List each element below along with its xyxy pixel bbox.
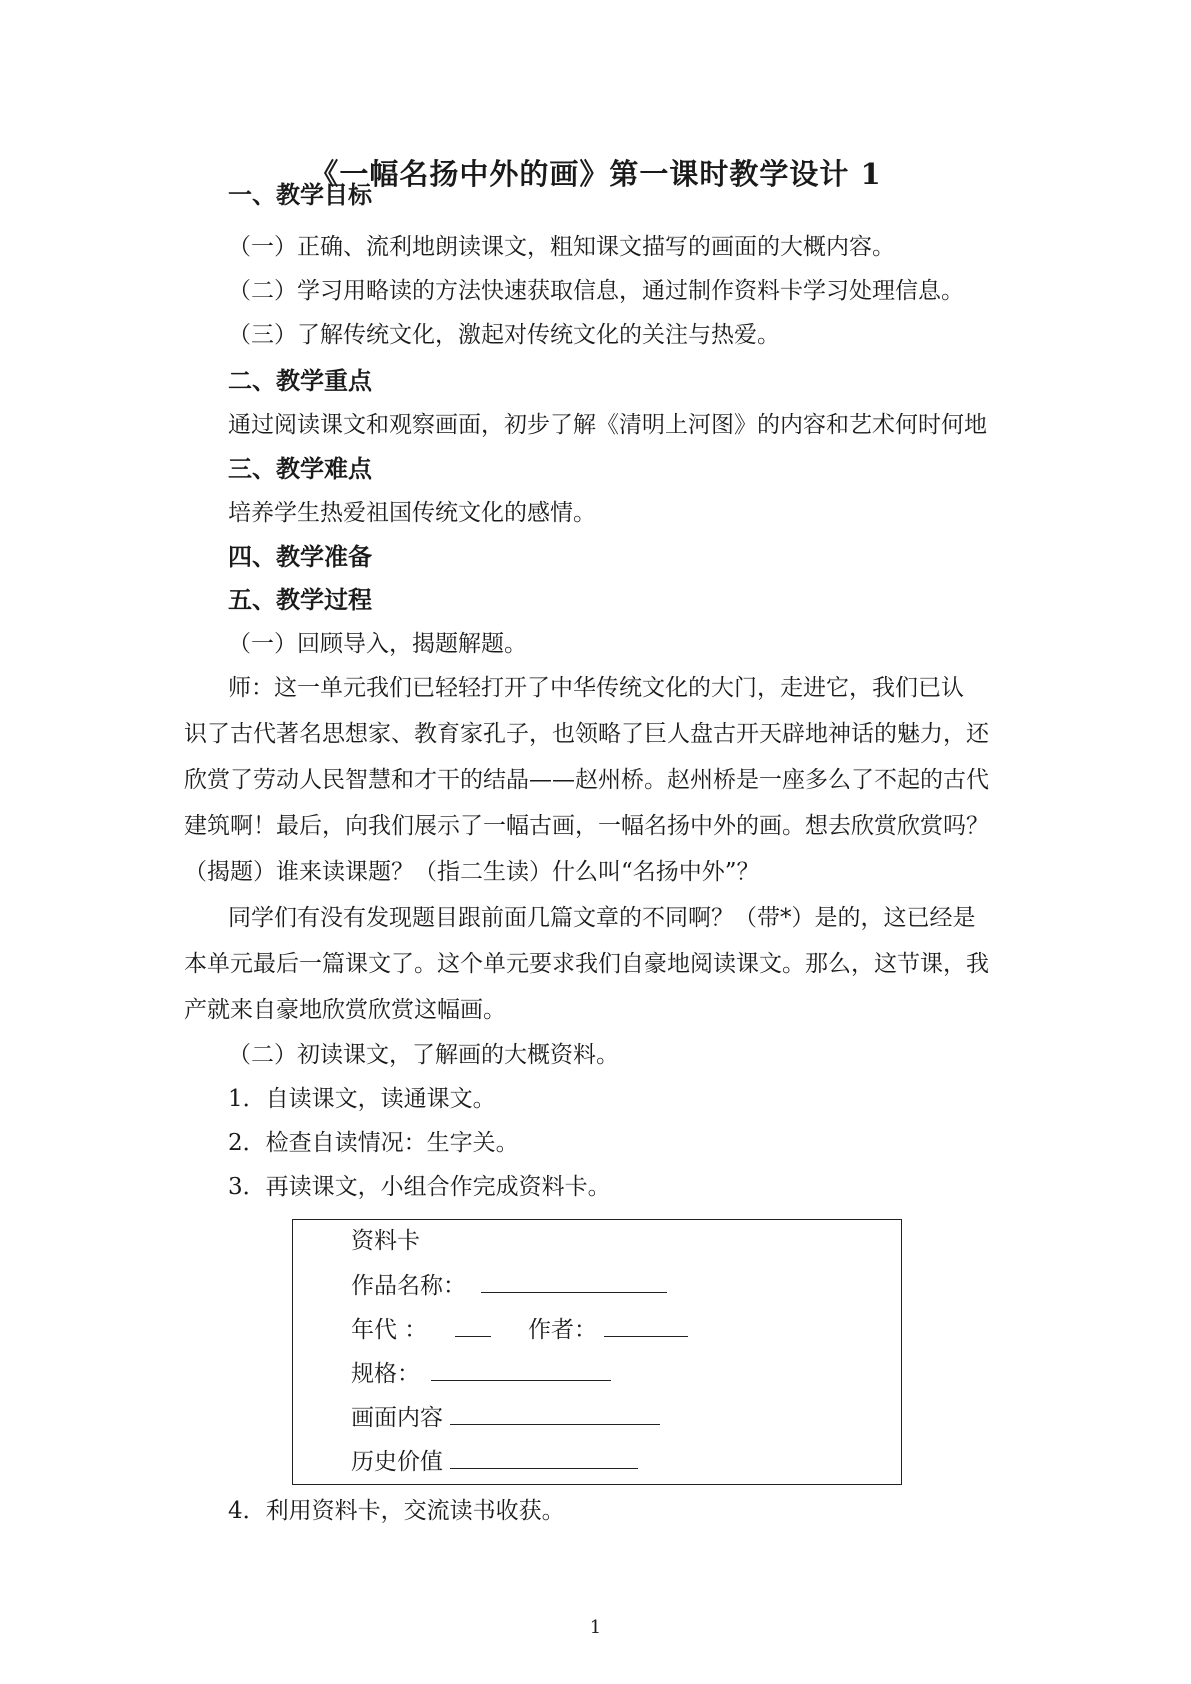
step-item: 3．再读课文，小组合作完成资料卡。 <box>228 1174 611 1200</box>
card-row-value <box>351 1446 638 1477</box>
paragraph-line: 本单元最后一篇课文了。这个单元要求我们自豪地阅读课文。那么，这节课，我 <box>184 951 989 977</box>
process-subheading: （二）初读课文，了解画的大概资料。 <box>228 1042 619 1068</box>
goal-item: （二）学习用略读的方法快速获取信息，通过制作资料卡学习处理信息。 <box>228 278 964 304</box>
step-item: 4．利用资料卡，交流读书收获。 <box>228 1498 565 1524</box>
heading-key-points: 二、教学重点 <box>228 366 372 395</box>
paragraph-line: 识了古代著名思想家、教育家孔子，也领略了巨人盘古开天辟地神话的魅力，还 <box>184 721 989 747</box>
card-author-label: 作者： <box>527 1317 597 1343</box>
card-name-label: 作品名称： <box>351 1273 466 1299</box>
card-name-blank[interactable] <box>481 1270 667 1293</box>
heading-process: 五、教学过程 <box>228 585 372 614</box>
paragraph-line: 师：这一单元我们已轻轻打开了中华传统文化的大门，走进它，我们已认 <box>228 675 964 701</box>
card-row-size <box>351 1358 611 1389</box>
card-row-name <box>351 1270 667 1301</box>
card-content-label: 画面内容 <box>351 1405 443 1431</box>
paragraph-line: 建筑啊！最后，向我们展示了一幅古画，一幅名扬中外的画。想去欣赏欣赏吗？ <box>184 813 989 839</box>
card-value-blank[interactable] <box>450 1446 638 1469</box>
key-points-text: 通过阅读课文和观察画面，初步了解《清明上河图》的内容和艺术何时何地 <box>228 412 987 438</box>
paragraph-line: 同学们有没有发现题目跟前面几篇文章的不同啊？（带*）是的，这已经是 <box>228 905 976 931</box>
card-author-blank[interactable] <box>604 1314 688 1337</box>
paragraph-line: 产就来自豪地欣赏欣赏这幅画。 <box>184 997 506 1023</box>
heading-difficulties: 三、教学难点 <box>228 454 372 483</box>
page-number: 1 <box>589 1617 602 1638</box>
card-size-blank[interactable] <box>431 1358 611 1381</box>
card-row-content <box>351 1402 660 1433</box>
card-era-label: 年代 ： <box>351 1317 428 1343</box>
goal-item: （三）了解传统文化，激起对传统文化的关注与热爱。 <box>228 322 780 348</box>
step-item: 2．检查自读情况：生字关。 <box>228 1130 519 1156</box>
document-title: 《一幅名扬中外的画》第一课时教学设计 1 <box>309 157 882 191</box>
step-item: 1．自读课文，读通课文。 <box>228 1086 496 1112</box>
card-title: 资料卡 <box>351 1228 420 1254</box>
paragraph-line: （揭题）谁来读课题？（指二生读）什么叫“名扬中外”？ <box>184 859 760 885</box>
card-row-era-author <box>351 1314 688 1345</box>
heading-preparation: 四、教学准备 <box>228 542 372 571</box>
info-card <box>292 1219 902 1485</box>
card-value-label: 历史价值 <box>351 1449 443 1475</box>
paragraph-line: 欣赏了劳动人民智慧和才干的结晶——赵州桥。赵州桥是一座多么了不起的古代 <box>184 767 989 793</box>
card-content-blank[interactable] <box>450 1402 660 1425</box>
card-era-blank[interactable] <box>455 1314 491 1337</box>
process-subheading: （一）回顾导入，揭题解题。 <box>228 631 527 657</box>
heading-teaching-goals: 一、教学目标 <box>228 180 372 209</box>
goal-item: （一）正确、流利地朗读课文，粗知课文描写的画面的大概内容。 <box>228 234 895 260</box>
difficulties-text: 培养学生热爱祖国传统文化的感情。 <box>228 500 596 526</box>
card-size-label: 规格： <box>351 1361 420 1387</box>
